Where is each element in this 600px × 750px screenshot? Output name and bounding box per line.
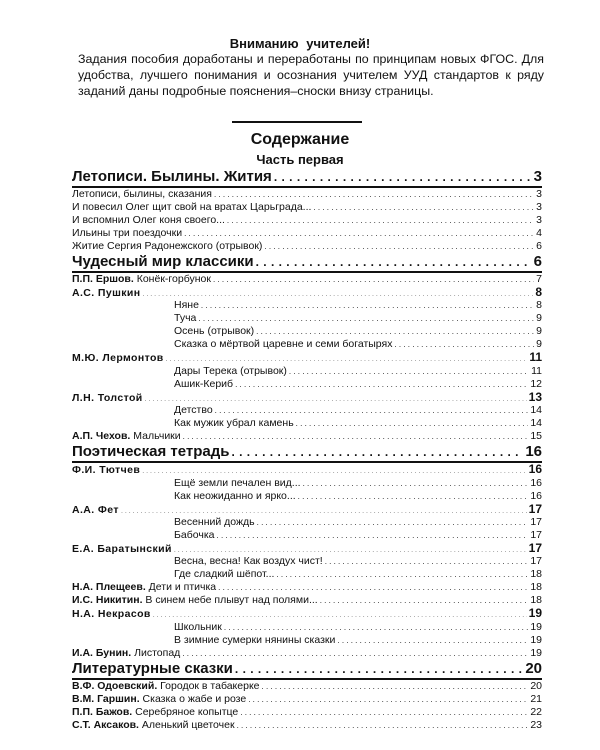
dot-leader bbox=[256, 325, 534, 338]
toc-entry-label: Летописи. Былины. Жития bbox=[72, 168, 272, 185]
toc-page-number: 18 bbox=[530, 581, 542, 594]
toc-page-number: 9 bbox=[536, 312, 542, 325]
toc-entry-label: Ильины три поездочки bbox=[72, 227, 183, 239]
toc-entry-label bbox=[72, 430, 181, 443]
toc-page-number: 3 bbox=[536, 201, 542, 213]
dot-leader bbox=[289, 365, 529, 378]
dot-leader bbox=[227, 214, 534, 227]
toc-page-number: 8 bbox=[535, 285, 542, 299]
toc-author-name: И.С. Никитин. bbox=[72, 594, 143, 607]
dot-leader bbox=[303, 477, 529, 490]
toc-page-number: 19 bbox=[530, 633, 542, 646]
toc-entry-label: Поэтическая тетрадь bbox=[72, 443, 230, 461]
toc-entry-label: Как неожиданно и ярко... bbox=[174, 489, 296, 502]
toc-page-number: 22 bbox=[530, 705, 542, 718]
toc-entry-label: Житие Сергия Радонежского (отрывок) bbox=[72, 240, 263, 252]
toc-entry-label bbox=[72, 594, 318, 607]
dot-leader bbox=[237, 719, 529, 732]
toc-page-number: 3 bbox=[533, 168, 542, 185]
toc-entry-work bbox=[72, 568, 542, 581]
toc-page-number: 6 bbox=[536, 240, 542, 252]
toc-entry-work bbox=[72, 634, 542, 647]
dot-leader bbox=[235, 378, 528, 391]
toc-page-number: 16 bbox=[530, 476, 542, 489]
toc-entry-section bbox=[72, 168, 542, 186]
dot-leader bbox=[320, 594, 529, 607]
dot-leader bbox=[296, 417, 529, 430]
toc-page-number: 19 bbox=[530, 620, 542, 633]
toc-entry-label: Н.А. Некрасов bbox=[72, 608, 151, 621]
dot-leader bbox=[325, 555, 529, 568]
toc-title: Содержание bbox=[250, 131, 350, 148]
toc-entry-work bbox=[72, 378, 542, 391]
toc-entry-label: Ещё земли печален вид... bbox=[174, 476, 301, 489]
toc-entry-author bbox=[72, 351, 542, 364]
dot-leader bbox=[217, 529, 529, 542]
toc-entry-section bbox=[72, 443, 542, 461]
toc-entry-sub bbox=[72, 201, 542, 214]
toc-page-number: 8 bbox=[536, 299, 542, 312]
toc-entry-label: Сказка о мёртвой царевне и семи богатырях bbox=[174, 338, 393, 351]
toc-entry-label: Где сладкий шёпот... bbox=[174, 568, 275, 581]
toc-page-number: 20 bbox=[530, 679, 542, 692]
toc-entry-work bbox=[72, 325, 542, 338]
toc-entry-inline bbox=[72, 706, 542, 719]
toc-entry-work bbox=[72, 365, 542, 378]
toc-entry-inline bbox=[72, 581, 542, 594]
toc-page-number: 9 bbox=[536, 325, 542, 338]
dot-leader bbox=[240, 706, 528, 719]
dot-leader bbox=[201, 299, 534, 312]
toc-work-title: Городок в табакерке bbox=[157, 679, 260, 692]
toc-entry-label: Летописи, былины, сказания bbox=[72, 188, 212, 200]
toc-entry-work bbox=[72, 404, 542, 417]
dot-leader bbox=[274, 168, 532, 186]
toc-author-name: П.П. Ершов. bbox=[72, 273, 134, 285]
dot-leader bbox=[214, 188, 534, 201]
toc-author-name: В.Ф. Одоевский. bbox=[72, 679, 158, 692]
toc-entry-inline bbox=[72, 594, 542, 607]
toc-entry-work bbox=[72, 490, 542, 503]
toc-work-title: Серебряное копытце bbox=[132, 705, 239, 718]
toc-page-number: 11 bbox=[529, 350, 542, 365]
toc-entry-work bbox=[72, 529, 542, 542]
toc-page-number: 3 bbox=[536, 214, 542, 226]
toc-page-number: 13 bbox=[528, 389, 542, 404]
dot-leader bbox=[313, 201, 534, 214]
toc-entry-label bbox=[72, 706, 238, 719]
toc-page-number: 20 bbox=[525, 659, 542, 677]
toc-entry-label: Весна, весна! Как воздух чист! bbox=[174, 555, 323, 568]
toc-entry-label: М.Ю. Лермонтов bbox=[72, 352, 164, 365]
toc-entry-label: Л.Н. Толстой bbox=[72, 391, 143, 404]
toc-entry-label: Детство bbox=[174, 404, 213, 417]
toc-entry-author bbox=[72, 503, 542, 516]
toc-entry-author bbox=[72, 607, 542, 620]
toc-entry-label: Школьник bbox=[174, 620, 222, 633]
toc-entry-inline bbox=[72, 693, 542, 706]
toc-page-number: 11 bbox=[531, 364, 542, 377]
dot-leader bbox=[231, 443, 523, 461]
toc-entry-sub bbox=[72, 227, 542, 240]
toc-entry-label: А.А. Фет bbox=[72, 503, 119, 516]
toc-entry-label: В зимние сумерки нянины сказки bbox=[174, 633, 336, 646]
toc-page-number: 14 bbox=[530, 417, 542, 430]
toc-entry-sub bbox=[72, 214, 542, 227]
toc-work-title: Конёк-горбунок bbox=[133, 273, 211, 285]
toc-entry-work bbox=[72, 338, 542, 351]
toc-author-name: А.П. Чехов. bbox=[72, 430, 131, 443]
toc-entry-label: Е.А. Баратынский bbox=[72, 542, 172, 555]
toc-entry-label bbox=[72, 647, 180, 660]
dot-leader bbox=[298, 490, 529, 503]
dot-leader bbox=[257, 516, 529, 529]
toc-entry-work bbox=[72, 312, 542, 325]
dot-leader bbox=[184, 227, 534, 240]
toc-entry-label: Ашик-Кериб bbox=[174, 377, 234, 390]
toc-entry-work bbox=[72, 621, 542, 634]
dot-leader bbox=[276, 568, 528, 581]
toc-work-title: Аленький цветочек bbox=[138, 718, 235, 731]
toc-entry-label bbox=[72, 680, 260, 693]
toc-entry-inline bbox=[72, 647, 542, 660]
toc-page-number: 17 bbox=[528, 540, 542, 555]
toc-page-number: 17 bbox=[530, 528, 542, 541]
toc-page-number: 16 bbox=[525, 443, 542, 461]
toc-page-number: 23 bbox=[530, 718, 542, 731]
toc-entry-label: Литературные сказки bbox=[72, 659, 233, 677]
toc-page-number: 14 bbox=[530, 404, 542, 417]
toc-page-number: 17 bbox=[530, 555, 542, 568]
toc-entry-sub bbox=[72, 240, 542, 253]
toc-entry-label bbox=[72, 581, 216, 594]
toc-entry-label bbox=[72, 273, 211, 286]
notice-title: Вниманию учителей! bbox=[229, 36, 371, 51]
toc-author-name: П.П. Бажов. bbox=[72, 705, 133, 718]
toc-entry-work bbox=[72, 417, 542, 430]
toc-entry-label: И вспомнил Олег коня своего... bbox=[72, 214, 225, 226]
toc-author-name: В.М. Гаршин. bbox=[72, 692, 140, 705]
dot-leader bbox=[218, 581, 528, 594]
toc-page-number: 19 bbox=[530, 646, 542, 659]
toc-page-number: 18 bbox=[530, 568, 542, 581]
toc-entry-label: Ф.И. Тютчев bbox=[72, 464, 141, 477]
toc-entry-label: Бабочка bbox=[174, 528, 215, 541]
toc-entry-label: Чудесный мир классики bbox=[72, 253, 254, 270]
toc-entry-inline bbox=[72, 680, 542, 693]
toc-entry-label: Весенний дождь bbox=[174, 515, 255, 528]
toc-author-name: С.Т. Аксаков. bbox=[72, 718, 139, 731]
toc-entry-author bbox=[72, 463, 542, 476]
dot-leader bbox=[183, 430, 529, 443]
toc-work-title: Дети и птичка bbox=[145, 581, 217, 594]
toc-page-number: 17 bbox=[528, 501, 542, 516]
toc-entry-section bbox=[72, 660, 542, 678]
dot-leader bbox=[213, 273, 534, 286]
dot-leader bbox=[248, 693, 528, 706]
toc-author-name: Н.А. Плещеев. bbox=[72, 581, 146, 594]
toc-page-number: 9 bbox=[536, 338, 542, 351]
toc-entry-inline bbox=[72, 430, 542, 443]
dot-leader bbox=[235, 660, 523, 678]
notice-text: Задания пособия доработаны и переработаны по принципам новых ФГОС. Для удобства, лучшего понимания и осознания учителем УУД стандартов к ряду заданий даны подробные пояснения–сноски внизу страницы. bbox=[78, 52, 544, 98]
toc-page-number: 4 bbox=[536, 227, 542, 239]
toc-entry-label: А.С. Пушкин bbox=[72, 287, 141, 299]
dot-leader bbox=[256, 253, 532, 271]
toc-entry-author bbox=[72, 286, 542, 299]
dot-leader bbox=[182, 647, 528, 660]
toc-entry-inline bbox=[72, 719, 542, 732]
toc-entry-label: Как мужик убрал камень bbox=[174, 417, 294, 430]
divider bbox=[232, 121, 362, 123]
toc-entry-inline bbox=[72, 273, 542, 286]
toc-page-number: 6 bbox=[533, 253, 542, 270]
toc-author-name: И.А. Бунин. bbox=[72, 646, 132, 659]
toc-entry-label: Осень (отрывок) bbox=[174, 325, 255, 338]
toc-work-title: Листопад bbox=[131, 646, 181, 659]
toc-entry-author bbox=[72, 391, 542, 404]
toc-entry-label bbox=[72, 719, 235, 732]
toc-page-number: 16 bbox=[528, 462, 542, 477]
toc-entry-label: И повесил Олег щит свой на вратах Царьграда... bbox=[72, 201, 312, 213]
toc-page-number: 16 bbox=[530, 489, 542, 502]
toc-page-number: 15 bbox=[530, 430, 542, 443]
toc-page-number: 12 bbox=[530, 377, 542, 390]
toc-part-title: Часть первая bbox=[256, 152, 344, 167]
toc-page-number: 19 bbox=[528, 606, 542, 621]
toc-work-title: Сказка о жабе и розе bbox=[139, 692, 247, 705]
toc-entry-label: Дары Терека (отрывок) bbox=[174, 364, 287, 377]
toc-entry-label: Няне bbox=[174, 299, 199, 312]
dot-leader bbox=[337, 634, 528, 647]
toc-work-title: Мальчики bbox=[130, 430, 181, 443]
toc-entry-work bbox=[72, 555, 542, 568]
toc-entry-section bbox=[72, 253, 542, 271]
toc-entry-sub bbox=[72, 188, 542, 201]
dot-leader bbox=[215, 404, 529, 417]
table-of-contents bbox=[72, 168, 542, 732]
toc-entry-label: Туча bbox=[174, 312, 197, 325]
toc-page-number: 17 bbox=[530, 515, 542, 528]
toc-entry-label bbox=[72, 693, 246, 706]
dot-leader bbox=[198, 312, 534, 325]
toc-page-number: 7 bbox=[536, 273, 542, 285]
dot-leader bbox=[264, 240, 534, 253]
toc-entry-author bbox=[72, 542, 542, 555]
dot-leader bbox=[262, 680, 529, 693]
dot-leader bbox=[394, 338, 534, 351]
toc-work-title: В синем небе плывут над полями... bbox=[142, 594, 318, 607]
dot-leader bbox=[224, 621, 529, 634]
toc-page-number: 21 bbox=[530, 692, 542, 705]
toc-page-number: 3 bbox=[536, 188, 542, 200]
toc-page-number: 18 bbox=[530, 594, 542, 607]
